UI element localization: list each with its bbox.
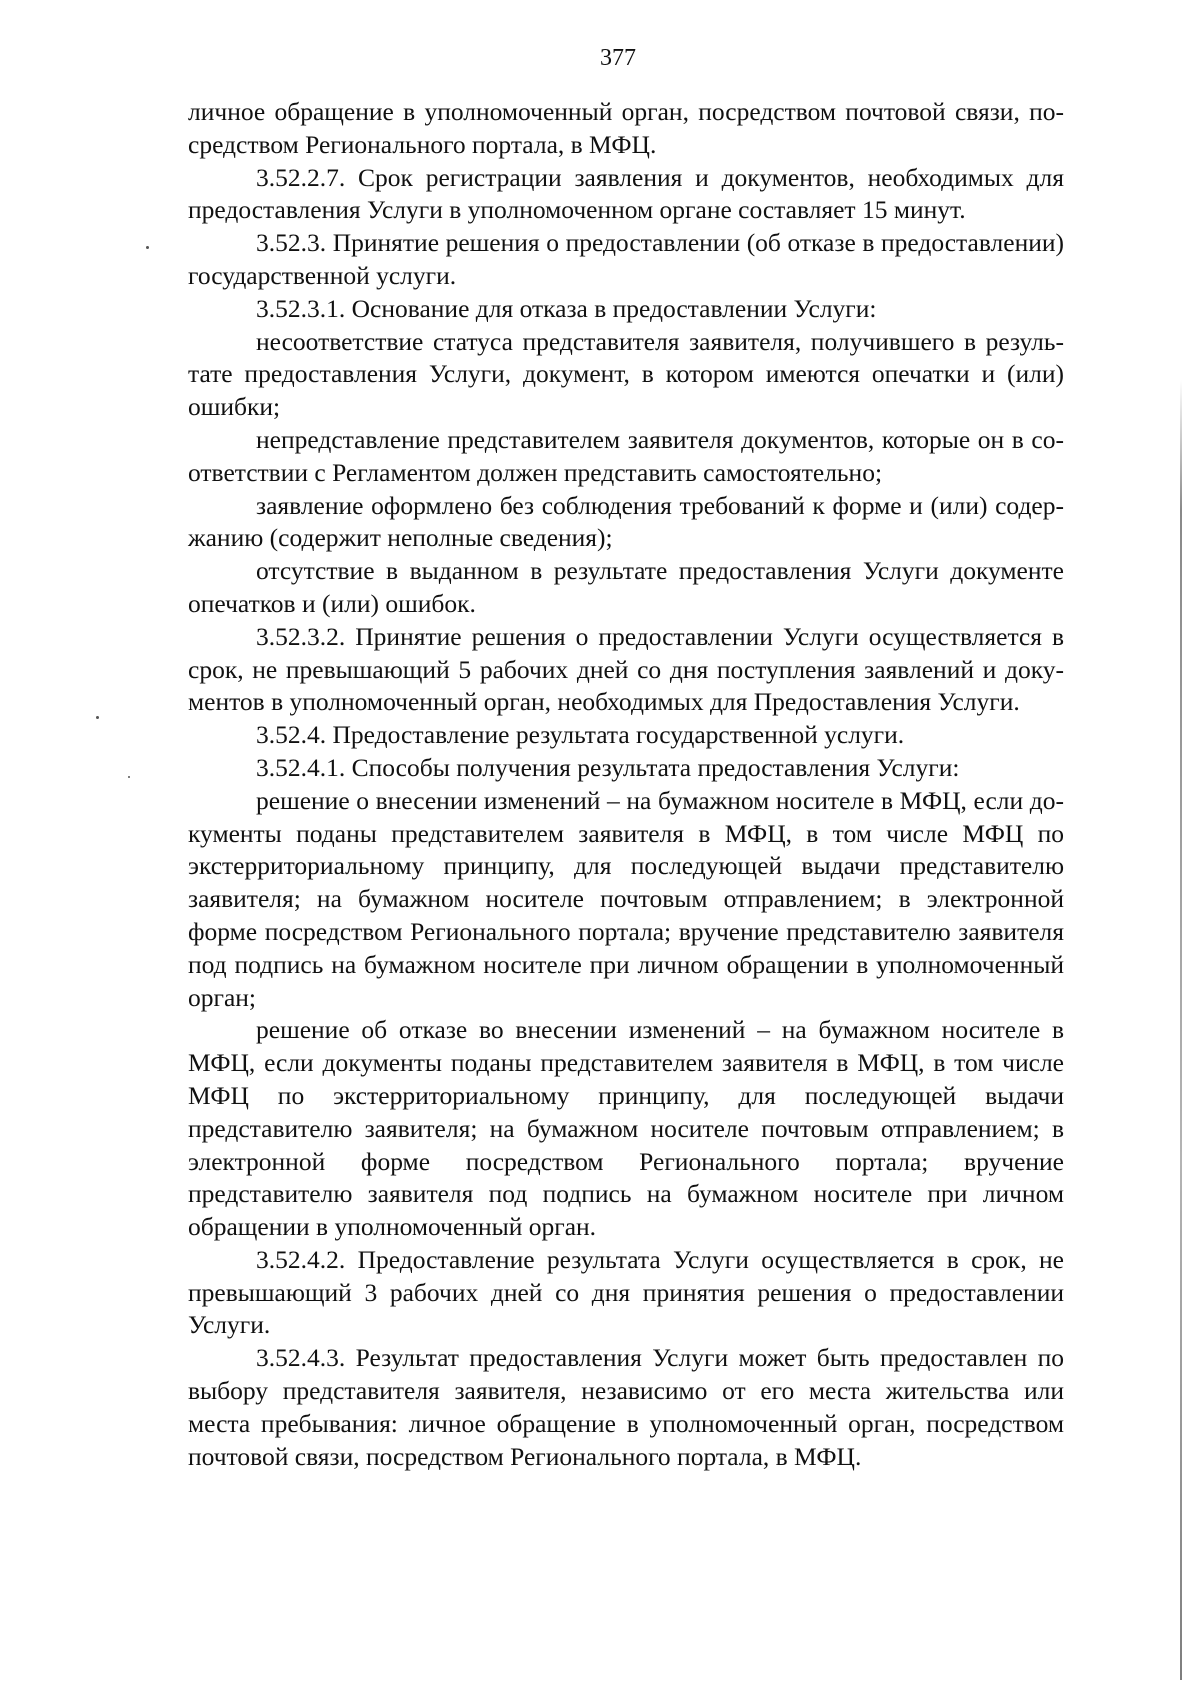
paragraph-continuation: личное обращение в уполномоченный орган, посредством почтовой связи, посредством Регионального портала, в МФЦ. xyxy=(188,97,1064,159)
scan-speck xyxy=(128,776,130,778)
scan-edge-line xyxy=(1180,380,1182,1680)
paragraph-3-52-2-7: 3.52.2.7. Срок регистрации заявления и документов, необходимых для предоставления Услуги в уполномоченном органе составляет 15 минут. xyxy=(188,162,1064,225)
result-method-changes: решение о внесении изменений – на бумажном носителе в МФЦ, если документы поданы представителем заявителя в МФЦ, в том числе МФЦ по экстерриториальному принципу, для последующей выдачи представителю заявителя; на бумажном носителе почтовым отправлением; в электронной форме посредством Регионального портала; вручение представителю заявителя под подпись на бумажном носителе при личном обращении в уполномоченный орган; xyxy=(188,785,1064,1012)
refusal-reason-2: непредставление представителем заявителя документов, которые он в соответствии с Регламентом должен представить самостоятельно; xyxy=(188,424,1064,487)
paragraph-3-52-4-1: 3.52.4.1. Способы получения результата предоставления Услуги: xyxy=(256,752,960,782)
refusal-reason-4: отсутствие в выданном в результате предоставления Услуги документе опечатков и (или) ошибок. xyxy=(188,556,1064,618)
paragraph-3-52-4-2: 3.52.4.2. Предоставление результата Услуги осуществляется в срок, не превышающий 3 рабочих дней со дня принятия решения о предоставлении Услуги. xyxy=(188,1244,1064,1340)
paragraph-3-52-4-3: 3.52.4.3. Результат предоставления Услуги может быть предоставлен по выбору представителя заявителя, независимо от его места жительства или места пребывания: личное обращение в уполномоченный орган, посредством почтовой связи, посредством Регионального портала, в МФЦ. xyxy=(188,1343,1064,1471)
scan-speck xyxy=(146,246,149,249)
result-method-refusal: решение об отказе во внесении изменений – на бумажном носителе в МФЦ, если документы поданы представителем заявителя в МФЦ, в том числе МФЦ по экстерриториальному принципу, для последующей выдачи представителю заявителя; на бумажном носителе почтовым отправлением; в электронной форме посредством Регионального портала; вручение представителю заявителя под подпись на бумажном носителе при личном обращении в уполномоченный орган. xyxy=(188,1015,1064,1242)
paragraph-3-52-3-2: 3.52.3.2. Принятие решения о предоставлении Услуги осуществляется в срок, не превышающий 5 рабочих дней со дня поступления заявлений и документов в уполномоченный орган, необходимых для Предоставления Услуги. xyxy=(188,621,1064,717)
refusal-reason-1: несоответствие статуса представителя заявителя, получившего в результате предоставления Услуги, документ, в котором имеются опечатки и (или) ошибки; xyxy=(188,326,1064,422)
document-body xyxy=(188,96,1064,1473)
paragraph-3-52-4: 3.52.4. Предоставление результата государственной услуги. xyxy=(256,720,905,750)
page-number: 377 xyxy=(600,45,636,71)
scan-speck xyxy=(96,716,99,719)
refusal-reason-3: заявление оформлено без соблюдения требований к форме и (или) содержанию (содержит неполные сведения); xyxy=(188,490,1064,553)
paragraph-3-52-3: 3.52.3. Принятие решения о предоставлении (об отказе в предоставлении) государственной услуги. xyxy=(188,228,1064,290)
paragraph-3-52-3-1: 3.52.3.1. Основание для отказа в предоставлении Услуги: xyxy=(256,293,877,323)
